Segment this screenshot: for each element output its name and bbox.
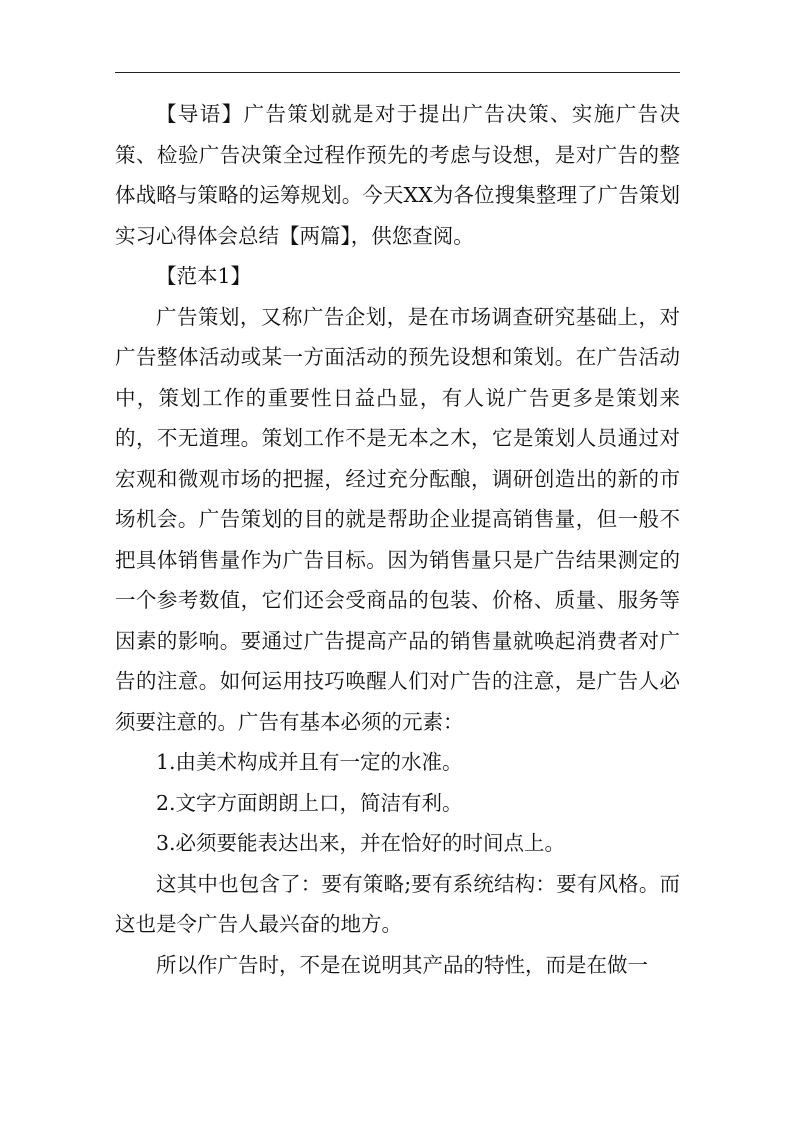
- list-item: 1.由美术构成并且有一定的水准。: [156, 750, 463, 774]
- body-paragraph: 所以作广告时，不是在说明其产品的特性，而是在做一: [156, 952, 648, 977]
- body-paragraph: 这其中也包含了：要有策略;要有系统结构：要有风格。而这也是令广告人最兴奋的地方。: [115, 871, 680, 936]
- list-item: 3.必须要能表达出来，并在恰好的时间点上。: [156, 831, 566, 855]
- section-heading: 【范本1】: [156, 264, 252, 288]
- list-item: 2.文字方面朗朗上口，简洁有利。: [156, 790, 463, 815]
- document-body: [115, 94, 680, 985]
- intro-paragraph: 【导语】广告策划就是对于提出广告决策、实施广告决策、检验广告决策全过程作预先的考虑与设想，是对广告的整体战略与策略的运筹规划。今天XX为各位搜集整理了广告策划实习心得体会总结【两篇】，供您查阅。: [115, 102, 680, 248]
- header-rule: [115, 72, 680, 73]
- body-paragraph: 广告策划，又称广告企划，是在市场调查研究基础上，对广告整体活动或某一方面活动的预先设想和策划。在广告活动中，策划工作的重要性日益凸显，有人说广告更多是策划来的，不无道理。策划工作不是无本之木，它是策划人员通过对宏观和微观市场的把握，经过充分酝酿，调研创造出的新的市场机会。广告策划的目的就是帮助企业提高销售量，但一般不把具体销售量作为广告目标。因为销售量只是广告结果测定的一个参考数值，它们还会受商品的包装、价格、质量、服务等因素的影响。要通过广告提高产品的销售量就唤起消费者对广告的注意。如何运用技巧唤醒人们对广告的注意，是广告人必须要注意的。广告有基本必须的元素：: [115, 304, 680, 734]
